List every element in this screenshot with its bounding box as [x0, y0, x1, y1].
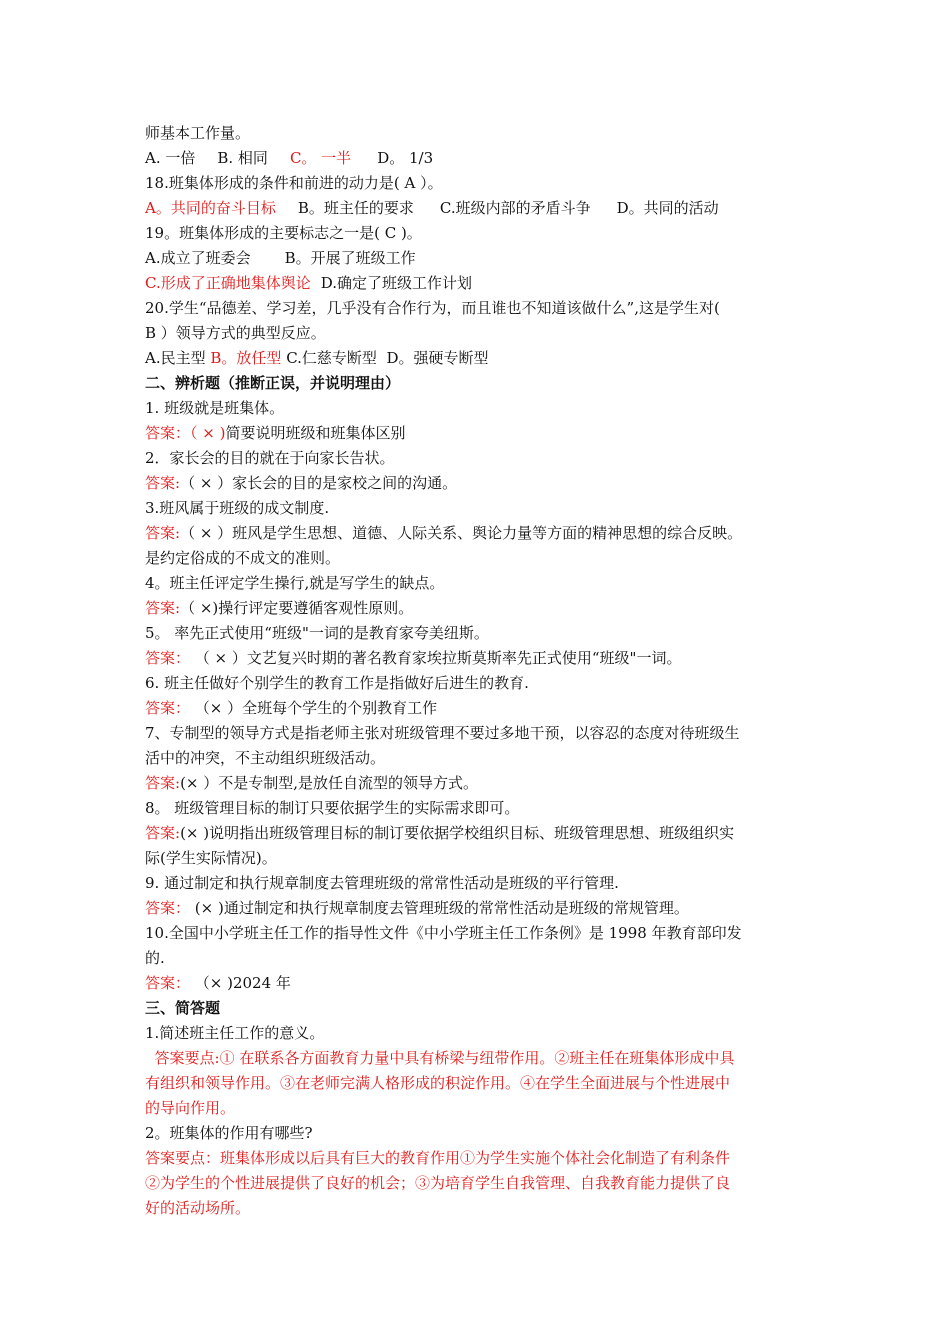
options-line	[145, 346, 840, 371]
answer-4	[145, 596, 840, 621]
item-1: 1. 班级就是班集体。	[145, 399, 285, 417]
answer-7	[145, 771, 840, 796]
answer-text: （ ×)操行评定要遵循客观性原则。	[180, 599, 414, 617]
option-a: A.民主型	[145, 349, 206, 367]
option-c: C.班级内部的矛盾斗争	[439, 199, 591, 217]
answer-label: 答案：	[145, 649, 191, 667]
options-line	[145, 246, 840, 271]
answer-text: （ × ）文艺复兴时期的著名教育家埃拉斯莫斯率先正式使用“班级"一词。	[190, 649, 682, 667]
item-4: 4。班主任评定学生操行,就是写学生的缺点。	[145, 574, 445, 592]
item-8: 8。 班级管理目标的制订只要依据学生的实际需求即可。	[145, 799, 520, 817]
answer-points-1-cont: 的导向作用。	[145, 1099, 236, 1117]
answer-8	[145, 821, 840, 846]
answer-label: 答案：（ × )	[145, 424, 226, 442]
item-3: 3.班风属于班级的成文制度.	[145, 499, 330, 517]
option-d: D。 1/3	[377, 149, 434, 167]
section-heading: 三、简答题	[145, 999, 221, 1017]
answer-label: 答案：	[145, 974, 191, 992]
option-b-answer: B。放任型	[210, 349, 282, 367]
item-7-cont: 活中的冲突，不主动组织班级活动。	[145, 749, 386, 767]
answer-text: (× )说明指出班级管理目标的制订要依据学校组织目标、班级管理思想、班级组织实	[180, 824, 735, 842]
answer-3	[145, 521, 840, 546]
question-19: 19。班集体形成的主要标志之一是( C )。	[145, 224, 422, 242]
question-20: 20.学生“品德差、学习差，几乎没有合作行为，而且谁也不知道该做什么”,这是学生对(	[145, 299, 720, 317]
options-line	[145, 146, 840, 171]
answer-label: 答案:	[145, 824, 181, 842]
answer-8-cont: 际(学生实际情况)。	[145, 849, 277, 867]
answer-text: 简要说明班级和班集体区别	[225, 424, 406, 442]
answer-label: 答案:	[145, 474, 181, 492]
option-a: A. 一倍	[145, 149, 196, 167]
option-c-answer: C.形成了正确地集体舆论	[145, 274, 311, 292]
answer-5	[145, 646, 840, 671]
text-line: 师基本工作量。	[145, 124, 251, 142]
option-d: D。强硬专断型	[386, 349, 489, 367]
item-10-cont: 的.	[145, 949, 165, 967]
answer-points-1: 答案要点:① 在联系各方面教育力量中具有桥梁与纽带作用。②班主任在班集体形成中具	[145, 1049, 735, 1067]
item-6: 6. 班主任做好个别学生的教育工作是指做好后进生的教育.	[145, 674, 529, 692]
short-question-2: 2。班集体的作用有哪些?	[145, 1124, 313, 1142]
answer-text: （ × ）家长会的目的是家校之间的沟通。	[180, 474, 458, 492]
answer-text: (× ）不是专制型,是放任自流型的领导方式。	[180, 774, 479, 792]
answer-points-1-cont: 有组织和领导作用。③在老师完满人格形成的积淀作用。④在学生全面进展与个性进展中	[145, 1074, 731, 1092]
answer-label: 答案：	[145, 899, 191, 917]
option-a: A.成立了班委会	[145, 249, 251, 267]
option-b: B。班主任的要求	[297, 199, 414, 217]
options-line	[145, 196, 840, 221]
item-7: 7、专制型的领导方式是指老师主张对班级管理不要过多地干预，以容忍的态度对待班级生	[145, 724, 740, 742]
answer-label: 答案:	[145, 774, 181, 792]
short-question-1: 1.简述班主任工作的意义。	[145, 1024, 325, 1042]
item-10: 10.全国中小学班主任工作的指导性文件《中小学班主任工作条例》是 1998 年教育部印发	[145, 924, 742, 942]
answer-points-2-cont: 好的活动场所。	[145, 1199, 251, 1217]
options-line	[145, 271, 840, 296]
answer-6	[145, 696, 840, 721]
answer-text: （ × ）班风是学生思想、道德、人际关系、舆论力量等方面的精神思想的综合反映。	[180, 524, 743, 542]
answer-points-2: 答案要点：班集体形成以后具有巨大的教育作用①为学生实施个体社会化制造了有利条件	[145, 1149, 731, 1167]
answer-text: (× )通过制定和执行规章制度去管理班级的常常性活动是班级的常规管理。	[190, 899, 689, 917]
option-c-answer: C。 一半	[289, 149, 352, 167]
answer-9	[145, 896, 840, 921]
option-d: D。共同的活动	[616, 199, 719, 217]
answer-1	[145, 421, 840, 446]
item-5: 5。 率先正式使用“班级"一词的是教育家夸美纽斯。	[145, 624, 489, 642]
option-d: D.确定了班级工作计划	[320, 274, 472, 292]
answer-text: （× )2024 年	[190, 974, 291, 992]
answer-text: （× ）全班每个学生的个别教育工作	[190, 699, 438, 717]
answer-points-2-cont: ②为学生的个性进展提供了良好的机会；③为培育学生自我管理、自我教育能力提供了良	[145, 1174, 731, 1192]
answer-label: 答案:	[145, 599, 181, 617]
option-c: C.仁慈专断型	[286, 349, 377, 367]
option-a-answer: A。共同的奋斗目标	[145, 199, 276, 217]
answer-10	[145, 971, 840, 996]
answer-3-cont: 是约定俗成的不成文的准则。	[145, 549, 341, 567]
option-b: B. 相同	[217, 149, 268, 167]
answer-label: 答案:	[145, 524, 181, 542]
question-18: 18.班集体形成的条件和前进的动力是( A ）。	[145, 174, 443, 192]
question-20-cont: B ）领导方式的典型反应。	[145, 324, 326, 342]
answer-label: 答案：	[145, 699, 191, 717]
answer-2	[145, 471, 840, 496]
option-b: B。开展了班级工作	[284, 249, 416, 267]
item-2: 2．家长会的目的就在于向家长告状。	[145, 449, 395, 467]
item-9: 9. 通过制定和执行规章制度去管理班级的常常性活动是班级的平行管理.	[145, 874, 619, 892]
section-heading: 二、辨析题（推断正误，并说明理由）	[145, 374, 401, 392]
